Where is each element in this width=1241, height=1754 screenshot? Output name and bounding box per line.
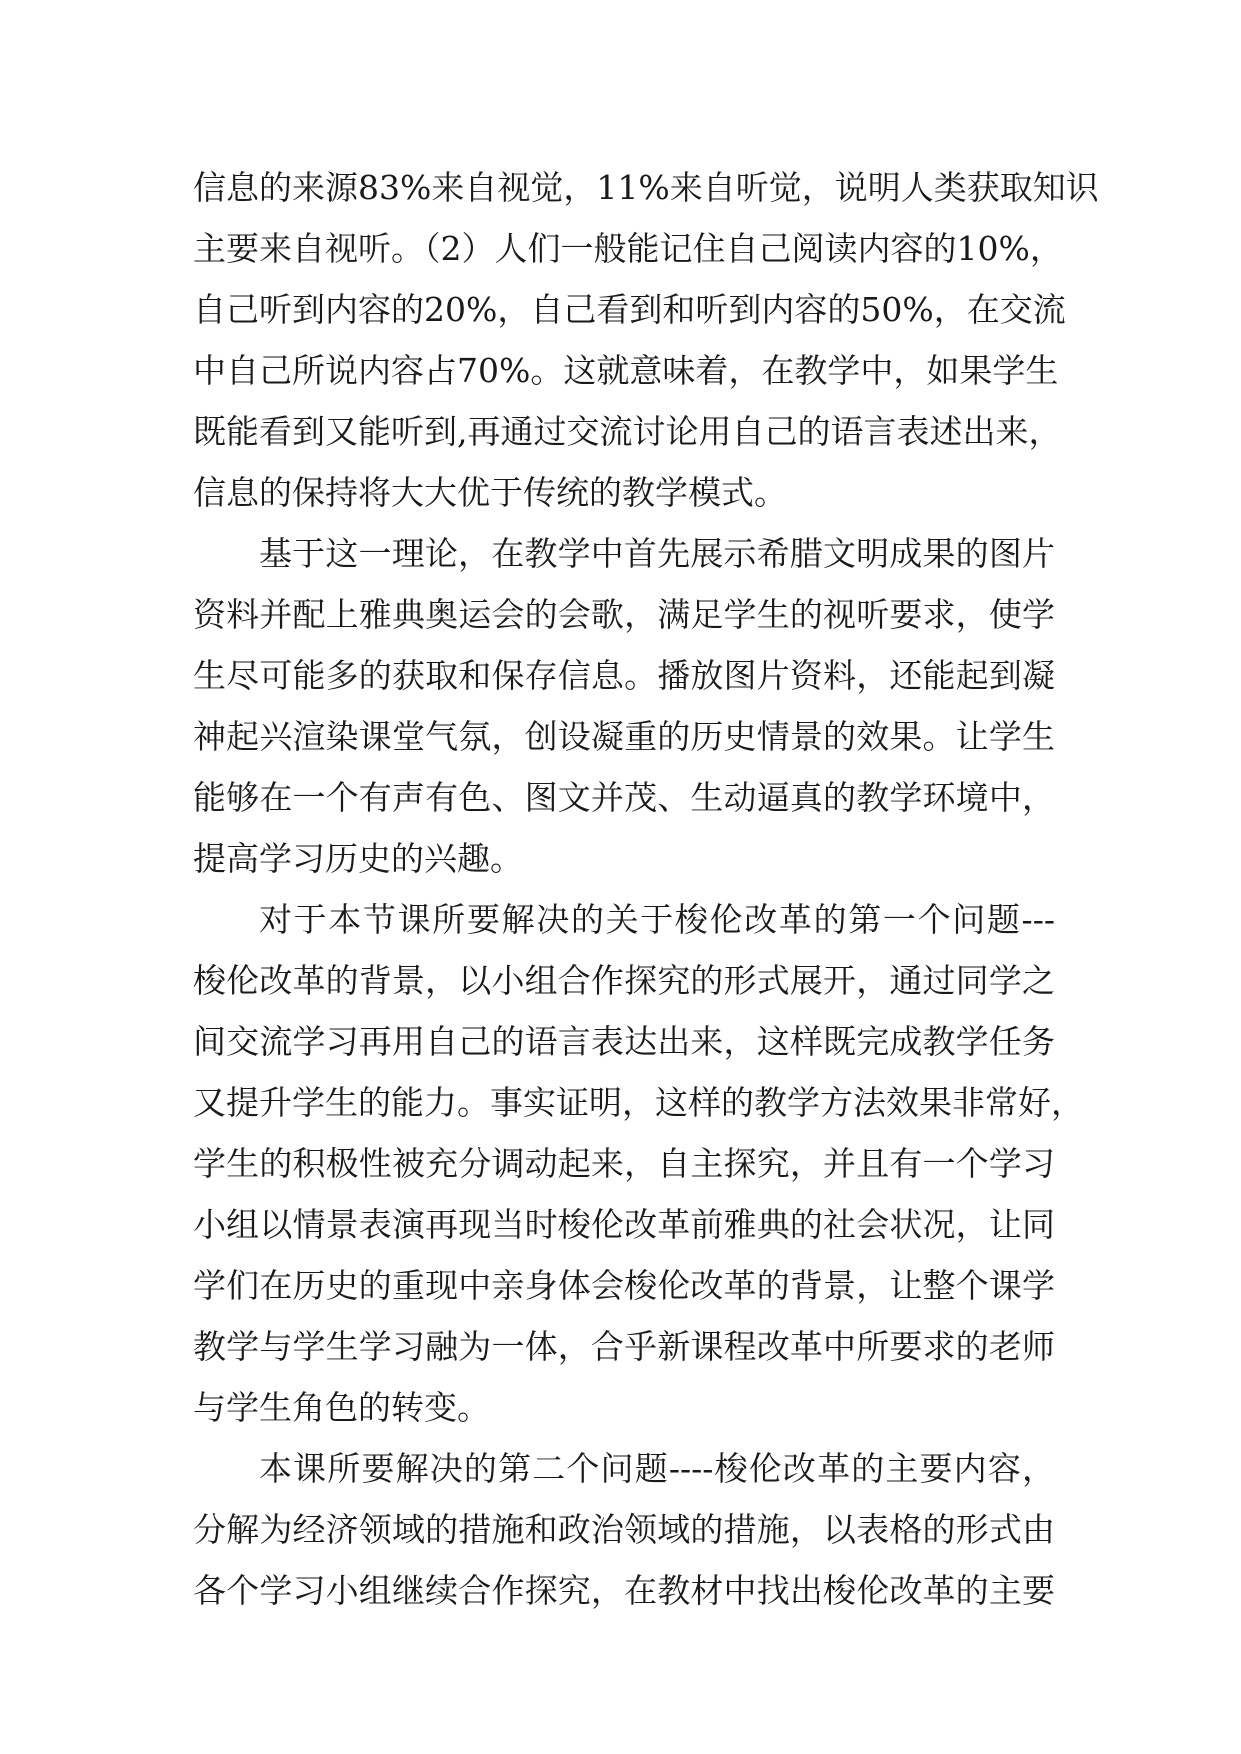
text-line: 主要来自视听。（2）人们一般能记住自己阅读内容的10%， <box>193 229 1063 268</box>
text-line: 又提升学生的能力。事实证明，这样的教学方法效果非常好， <box>193 1083 1084 1122</box>
text-line: 各个学习小组继续合作探究，在教材中找出梭伦改革的主要 <box>193 1571 1055 1610</box>
text-line: 中自己所说内容占70%。这就意味着，在教学中，如果学生 <box>193 351 1059 390</box>
paragraph-first-line: 基于这一理论，在教学中首先展示希腊文明成果的图片 <box>259 534 1055 573</box>
text-line: 信息的保持将大大优于传统的教学模式。 <box>193 473 787 512</box>
text-line: 生尽可能多的获取和保存信息。播放图片资料，还能起到凝 <box>193 656 1055 695</box>
text-line: 学们在历史的重现中亲身体会梭伦改革的背景，让整个课学 <box>193 1266 1055 1305</box>
text-line: 神起兴渲染课堂气氛，创设凝重的历史情景的效果。让学生 <box>193 717 1055 756</box>
text-line: 与学生角色的转变。 <box>193 1388 490 1427</box>
paragraph-first-line: 本课所要解决的第二个问题----梭伦改革的主要内容， <box>259 1449 1055 1488</box>
text-line: 信息的来源83%来自视觉，11%来自听觉，说明人类获取知识 <box>193 168 1099 207</box>
text-line: 自己听到内容的20%，自己看到和听到内容的50%，在交流 <box>193 290 1066 329</box>
text-line: 间交流学习再用自己的语言表达出来，这样既完成教学任务 <box>193 1022 1055 1061</box>
text-line: 小组以情景表演再现当时梭伦改革前雅典的社会状况，让同 <box>193 1205 1055 1244</box>
text-line: 提高学习历史的兴趣。 <box>193 839 523 878</box>
text-line: 能够在一个有声有色、图文并茂、生动逼真的教学环境中， <box>193 778 1055 817</box>
body-text <box>193 157 1099 1621</box>
text-line: 教学与学生学习融为一体，合乎新课程改革中所要求的老师 <box>193 1327 1055 1366</box>
text-line: 学生的积极性被充分调动起来，自主探究，并且有一个学习 <box>193 1144 1055 1183</box>
text-line: 梭伦改革的背景，以小组合作探究的形式展开，通过同学之 <box>193 961 1055 1000</box>
text-line: 分解为经济领域的措施和政治领域的措施，以表格的形式由 <box>193 1510 1055 1549</box>
text-line: 资料并配上雅典奥运会的会歌，满足学生的视听要求，使学 <box>193 595 1055 634</box>
text-line: 既能看到又能听到,再通过交流讨论用自己的语言表述出来， <box>193 412 1062 451</box>
paragraph-first-line: 对于本节课所要解决的关于梭伦改革的第一个问题--- <box>259 900 1055 939</box>
